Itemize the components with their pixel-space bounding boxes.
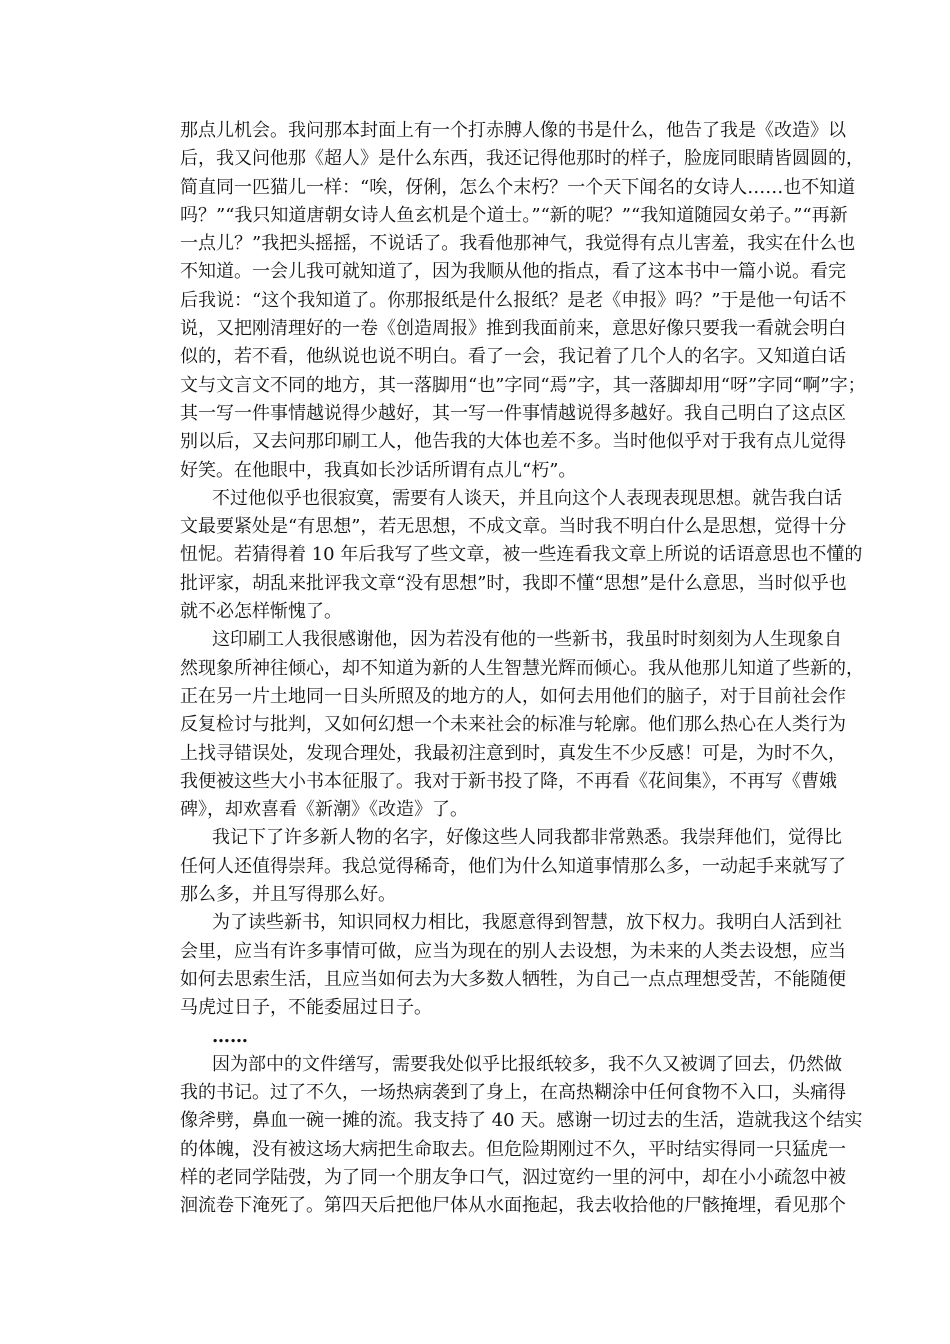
paragraph-6 bbox=[180, 1051, 863, 1221]
text-line: 会里，应当有许多事情可做，应当为现在的别人去设想，为未来的人类去设想，应当 bbox=[180, 940, 846, 962]
text-line: 任何人还值得崇拜。我总觉得稀奇，他们为什么知道事情那么多，一动起手来就写了 bbox=[180, 855, 846, 877]
text-line: 上找寻错误处，发现合理处，我最初注意到时，真发生不少反感！可是，为时不久， bbox=[180, 742, 846, 764]
text-line: 文与文言文不同的地方，其一落脚用“也”字同“焉”字，其一落脚却用“呀”字同“啊”字； bbox=[180, 374, 866, 396]
text-line: 别以后，又去问那印刷工人，他告我的大体也差不多。当时他似乎对于我有点儿觉得 bbox=[180, 431, 846, 453]
text-line: 正在另一片土地同一日头所照及的地方的人，如何去用他们的脑子，对于目前社会作 bbox=[180, 685, 846, 707]
text-line: 我记下了许多新人物的名字，好像这些人同我都非常熟悉。我崇拜他们，觉得比 bbox=[212, 827, 842, 849]
text-line: 就不必怎样惭愧了。 bbox=[180, 601, 342, 623]
body-text bbox=[180, 117, 866, 1221]
text-line: 反复检讨与批判，又如何幻想一个未来社会的标准与轮廓。他们那么热心在人类行为 bbox=[180, 714, 846, 736]
text-line: 吗？”“我只知道唐朝女诗人鱼玄机是个道士。”“新的呢？”“我知道随园女弟子。”“再新 bbox=[180, 204, 848, 226]
text-line: 后，我又问他那《超人》是什么东西，我还记得他那时的样子，脸庞同眼睛皆圆圆的， bbox=[180, 148, 864, 170]
paragraph-3 bbox=[180, 626, 864, 824]
text-line: 似的，若不看，他纵说也说不明白。看了一会，我记着了几个人的名字。又知道白话 bbox=[180, 346, 846, 368]
text-line: 样的老同学陆弢，为了同一个朋友争口气，泅过宽约一里的河中，却在小小疏忽中被 bbox=[180, 1166, 846, 1188]
text-line: 文最要紧处是“有思想”，若无思想，不成文章。当时我不明白什么是思想，觉得十分 bbox=[180, 516, 847, 538]
ellipsis-text: …… bbox=[212, 1025, 248, 1047]
text-line: 为了读些新书，知识同权力相比，我愿意得到智慧，放下权力。我明白人活到社 bbox=[212, 912, 842, 934]
text-line: 因为部中的文件缮写，需要我处似乎比报纸较多，我不久又被调了回去，仍然做 bbox=[212, 1053, 842, 1075]
text-line: 简直同一匹猫儿一样：“唉，伢俐，怎么个末朽？一个天下闻名的女诗人……也不知道 bbox=[180, 176, 856, 198]
text-line: 不过他似乎也很寂寞，需要有人谈天，并且向这个人表现表现思想。就告我白话 bbox=[212, 487, 842, 509]
text-line: 说，又把刚清理好的一卷《创造周报》推到我面前来，意思好像只要我一看就会明白 bbox=[180, 318, 846, 340]
paragraph-5 bbox=[180, 909, 846, 1022]
paragraph-4 bbox=[180, 824, 846, 909]
text-line: 碑》，却欢喜看《新潮》《改造》了。 bbox=[180, 799, 468, 821]
text-line: 像斧劈，鼻血一碗一摊的流。我支持了 40 天。感谢一切过去的生活，造就我这个结实 bbox=[180, 1110, 863, 1132]
text-line: 那么多，并且写得那么好。 bbox=[180, 884, 396, 906]
text-line: 那点儿机会。我问那本封面上有一个打赤膊人像的书是什么，他告了我是《改造》以 bbox=[180, 120, 846, 141]
text-line: 我的书记。过了不久，一场热病袭到了身上，在高热糊涂中任何食物不入口，头痛得 bbox=[180, 1082, 846, 1104]
text-line: 忸怩。若猜得着 10 年后我写了些文章，被一些连看我文章上所说的话语意思也不懂的 bbox=[180, 544, 863, 566]
paragraph-1 bbox=[180, 117, 866, 485]
text-line: 我便被这些大小书本征服了。我对于新书投了降，不再看《花间集》，不再写《曹娥 bbox=[180, 770, 837, 792]
text-line: 的体魄，没有被这场大病把生命取去。但危险期刚过不久，平时结实得同一只猛虎一 bbox=[180, 1138, 846, 1160]
text-line: 不知道。一会儿我可就知道了，因为我顺从他的指点，看了这本书中一篇小说。看完 bbox=[180, 261, 846, 283]
paragraph-2 bbox=[180, 485, 863, 626]
text-line: 洄流卷下淹死了。第四天后把他尸体从水面拖起，我去收拾他的尸骸掩埋，看见那个 bbox=[180, 1195, 846, 1217]
ellipsis-separator bbox=[180, 1023, 807, 1051]
text-line: 一点儿？”我把头摇摇，不说话了。我看他那神气，我觉得有点儿害羞，我实在什么也 bbox=[180, 233, 856, 255]
text-line: 后我说：“这个我知道了。你那报纸是什么报纸？是老《申报》吗？”于是他一句话不 bbox=[180, 289, 847, 311]
text-line: 如何去思索生活，且应当如何去为大多数人牺牲，为自己一点点理想受苦，不能随便 bbox=[180, 968, 846, 990]
text-line: 好笑。在他眼中，我真如长沙话所谓有点儿“朽”。 bbox=[180, 459, 577, 481]
text-line: 其一写一件事情越说得少越好，其一写一件事情越说得多越好。我自己明白了这点区 bbox=[180, 402, 846, 424]
text-line: 批评家，胡乱来批评我文章“没有思想”时，我即不懂“思想”是什么意思，当时似乎也 bbox=[180, 572, 847, 594]
text-line: 马虎过日子，不能委屈过日子。 bbox=[180, 997, 432, 1019]
text-line: 然现象所神往倾心，却不知道为新的人生智慧光辉而倾心。我从他那儿知道了些新的， bbox=[180, 657, 864, 679]
text-line: 这印刷工人我很感谢他，因为若没有他的一些新书，我虽时时刻刻为人生现象自 bbox=[212, 629, 842, 651]
